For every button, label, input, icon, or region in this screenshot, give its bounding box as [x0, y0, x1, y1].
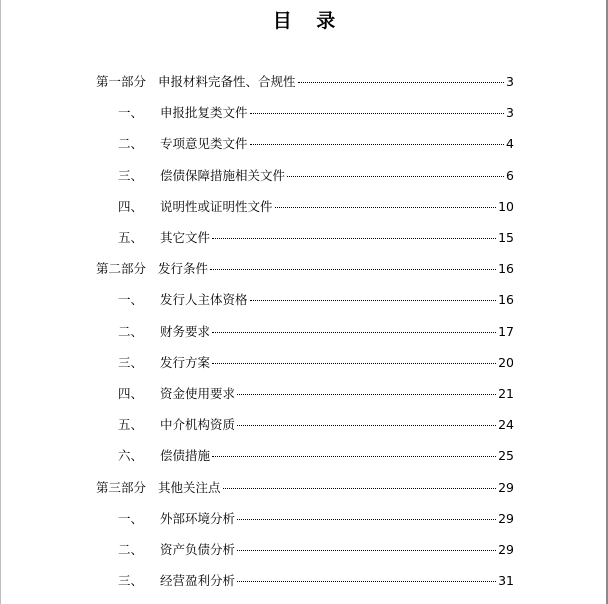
toc-part-entry[interactable]	[96, 73, 514, 91]
toc-section-entry[interactable]	[118, 385, 514, 403]
toc-dot-leader	[212, 332, 496, 333]
toc-entry-page-number: 3	[506, 105, 514, 121]
toc-entry-page-number: 17	[498, 323, 514, 339]
toc-dot-leader	[250, 144, 505, 145]
toc-dot-leader	[212, 456, 496, 457]
toc-entry-number: 二、	[118, 323, 144, 339]
toc-entry-page-number: 6	[506, 167, 514, 183]
toc-section-entry[interactable]	[118, 323, 514, 341]
toc-section-entry[interactable]	[118, 541, 514, 559]
toc-dot-leader	[275, 207, 497, 208]
toc-entry-page-number: 21	[498, 386, 514, 401]
toc-dot-leader	[237, 519, 496, 520]
toc-dot-leader	[237, 550, 496, 551]
toc-entry-label: 中介机构资质	[160, 417, 236, 433]
toc-entry-number: 第二部分	[96, 261, 147, 277]
toc-entry-number: 一、	[118, 105, 144, 121]
toc-dot-leader	[287, 176, 504, 177]
toc-entry-number: 五、	[118, 417, 144, 433]
toc-entry-label: 财务要求	[160, 323, 211, 339]
table-of-contents	[1, 0, 608, 604]
toc-dot-leader	[237, 581, 496, 582]
toc-entry-number: 二、	[118, 542, 144, 557]
toc-entry-page-number: 3	[506, 74, 514, 89]
toc-section-entry[interactable]	[118, 229, 514, 247]
toc-dot-leader	[210, 269, 496, 270]
toc-entry-number: 二、	[118, 136, 144, 152]
toc-entry-label: 发行人主体资格	[160, 292, 248, 308]
toc-part-entry[interactable]	[96, 479, 514, 497]
toc-entry-label: 专项意见类文件	[160, 136, 248, 152]
toc-entry-page-number: 29	[498, 479, 514, 495]
toc-entry-number: 一、	[118, 510, 144, 526]
toc-dot-leader	[250, 113, 505, 114]
toc-entry-page-number: 31	[498, 573, 514, 589]
toc-entry-label: 发行条件	[158, 261, 209, 277]
toc-entry-label: 发行方案	[160, 354, 211, 370]
toc-entry-page-number: 20	[498, 354, 514, 370]
toc-entry-label: 申报批复类文件	[160, 105, 248, 121]
toc-section-entry[interactable]	[118, 167, 514, 185]
toc-entry-label: 其它文件	[160, 230, 211, 245]
toc-section-entry[interactable]	[118, 572, 514, 590]
toc-section-entry[interactable]	[118, 447, 514, 465]
toc-section-entry[interactable]	[118, 198, 514, 216]
toc-entry-page-number: 15	[498, 230, 514, 245]
toc-entry-number: 第三部分	[96, 479, 147, 495]
toc-entry-page-number: 16	[498, 261, 514, 277]
toc-entry-number: 三、	[118, 573, 144, 589]
toc-section-entry[interactable]	[118, 354, 514, 372]
toc-entry-label: 申报材料完备性、合规性	[158, 74, 296, 89]
toc-title: 目 录	[272, 10, 338, 32]
toc-entry-number: 四、	[118, 386, 144, 401]
toc-dot-leader	[223, 488, 497, 489]
toc-dot-leader	[212, 238, 496, 239]
toc-entry-number: 三、	[118, 354, 144, 370]
toc-entry-number: 第一部分	[96, 74, 147, 89]
toc-section-entry[interactable]	[118, 104, 514, 122]
toc-entry-label: 资金使用要求	[160, 386, 236, 401]
toc-dot-leader	[212, 363, 496, 364]
toc-dot-leader	[237, 425, 496, 426]
toc-entry-page-number: 24	[498, 417, 514, 433]
toc-entry-number: 六、	[118, 448, 144, 464]
toc-entry-label: 资产负债分析	[160, 542, 236, 557]
toc-entry-number: 一、	[118, 292, 144, 308]
toc-entry-label: 说明性或证明性文件	[160, 198, 273, 214]
toc-entry-page-number: 25	[498, 448, 514, 464]
toc-section-entry[interactable]	[118, 291, 514, 309]
toc-entry-label: 偿债保障措施相关文件	[160, 167, 286, 183]
toc-entry-page-number: 29	[498, 542, 514, 557]
toc-entry-page-number: 29	[498, 510, 514, 526]
toc-entry-page-number: 10	[498, 198, 514, 214]
toc-dot-leader	[298, 82, 505, 83]
toc-entry-label: 其他关注点	[158, 479, 221, 495]
toc-entry-page-number: 4	[506, 136, 514, 152]
toc-entry-number: 四、	[118, 198, 144, 214]
toc-entry-page-number: 16	[498, 292, 514, 308]
toc-dot-leader	[250, 300, 497, 301]
toc-entry-label: 偿债措施	[160, 448, 211, 464]
toc-entry-number: 五、	[118, 230, 144, 245]
toc-entry-label: 外部环境分析	[160, 510, 236, 526]
toc-section-entry[interactable]	[118, 510, 514, 528]
toc-entry-label: 经营盈利分析	[160, 573, 236, 589]
toc-section-entry[interactable]	[118, 416, 514, 434]
toc-section-entry[interactable]	[118, 135, 514, 153]
toc-entry-number: 三、	[118, 167, 144, 183]
toc-dot-leader	[237, 394, 496, 395]
toc-part-entry[interactable]	[96, 260, 514, 278]
